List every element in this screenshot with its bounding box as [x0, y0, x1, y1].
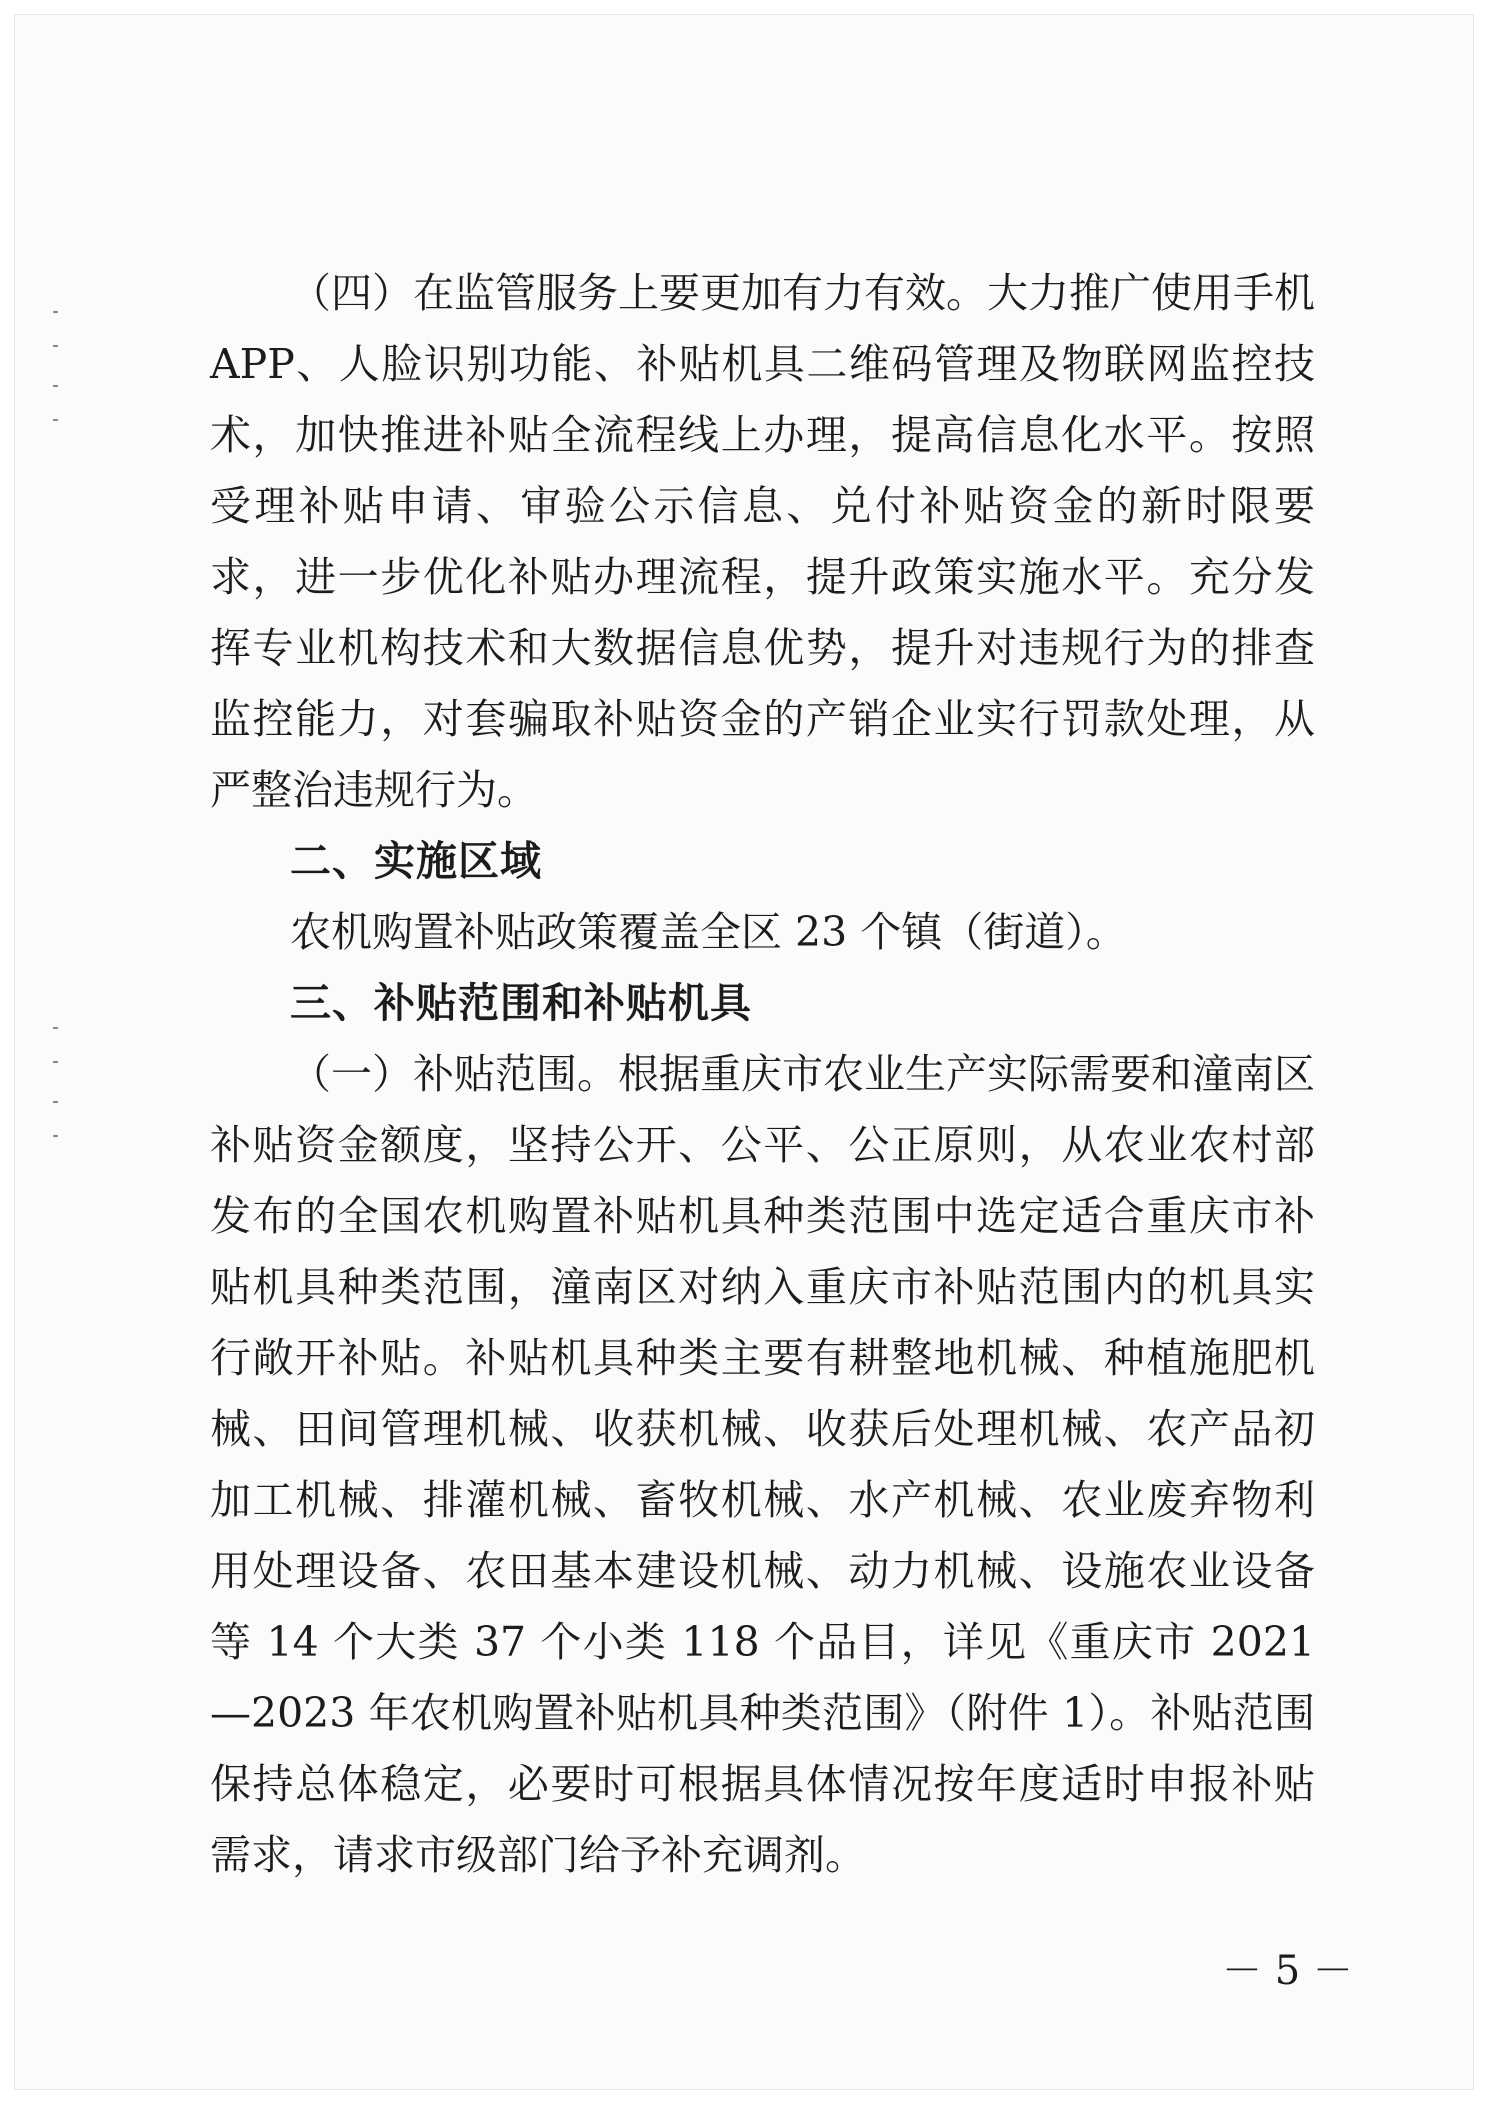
binding-mark: [53, 1027, 58, 1029]
paragraph-subsidy-scope: （一）补贴范围。根据重庆市农业生产实际需要和潼南区补贴资金额度，坚持公开、公平、公正原则，从农业农村部发布的全国农机购置补贴机具种类范围中选定适合重庆市补贴机具种类范围，潼南区对纳入重庆市补贴范围内的机具实行敞开补贴。补贴机具种类主要有耕整地机械、种植施肥机械、田间管理机械、收获机械、收获后处理机械、农产品初加工机械、排灌机械、畜牧机械、水产机械、农业废弃物利用处理设备、农田基本建设机械、动力机械、设施农业设备等 14 个大类 37 个小类 118 个品目，详见《重庆市 2021—2023 年农机购置补贴机具种类范围》（附件 1）。补贴范围保持总体稳定，必要时可根据具体情况按年度适时申报补贴需求，请求市级部门给予补充调剂。: [210, 1050, 1315, 1879]
binding-mark: [53, 1135, 58, 1137]
binding-mark: [53, 311, 58, 313]
binding-mark: [53, 1061, 58, 1063]
paragraph-supervision-services: （四）在监管服务上要更加有力有效。大力推广使用手机APP、人脸识别功能、补贴机具二维码管理及物联网监控技术，加快推进补贴全流程线上办理，提高信息化水平。按照受理补贴申请、审验公示信息、兑付补贴资金的新时限要求，进一步优化补贴办理流程，提升政策实施水平。充分发挥专业机构技术和大数据信息优势，提升对违规行为的排查监控能力，对套骗取补贴资金的产销企业实行罚款处理，从严整治违规行为。: [210, 269, 1315, 814]
page-number: － 5 －: [1222, 1948, 1353, 1994]
heading-implementation-area: 二、实施区域: [290, 837, 542, 885]
heading-subsidy-scope: 三、补贴范围和补贴机具: [290, 979, 752, 1027]
document-body: [210, 258, 1315, 1891]
paragraph-coverage: 农机购置补贴政策覆盖全区 23 个镇（街道）。: [290, 908, 1127, 956]
binding-mark: [53, 385, 58, 387]
binding-mark: [53, 419, 58, 421]
binding-mark: [53, 1101, 58, 1103]
binding-marks: [53, 15, 73, 2119]
binding-mark: [53, 345, 58, 347]
document-page: [14, 14, 1474, 2090]
